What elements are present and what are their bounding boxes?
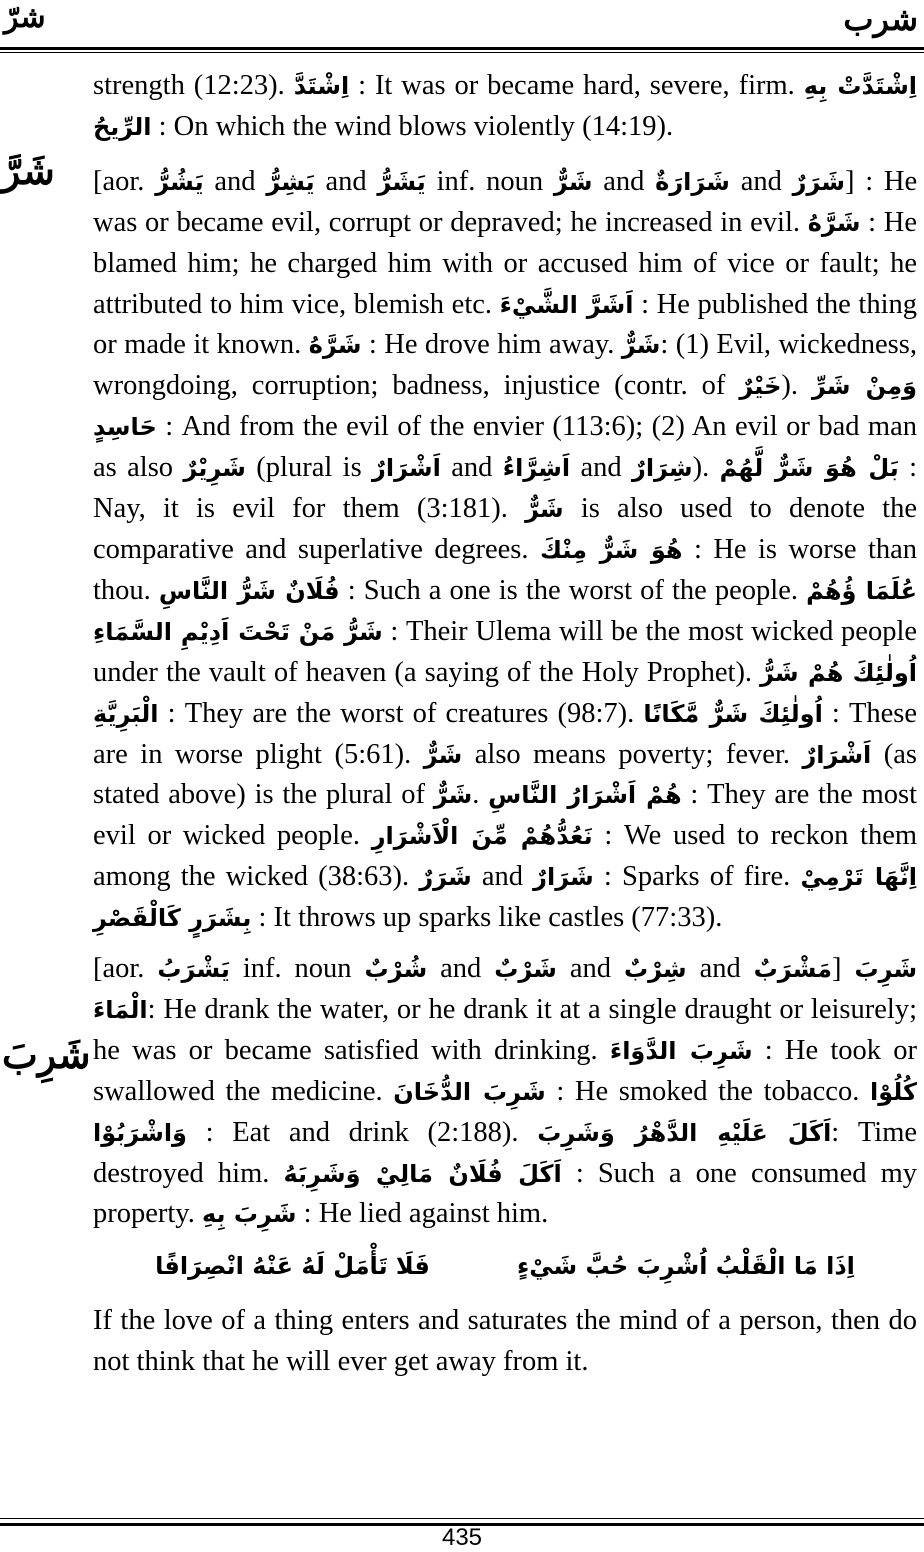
arabic-term: شَرَارٌ xyxy=(533,863,594,892)
footer-rule-thin xyxy=(0,1518,924,1519)
text: inf. noun xyxy=(242,953,352,985)
dictionary-body xyxy=(93,66,917,1383)
text: inf. noun xyxy=(436,165,544,197)
text: and xyxy=(699,953,741,985)
entry-shariba xyxy=(93,949,917,1235)
text: : Sparks of fire. xyxy=(603,861,791,893)
poem-verse xyxy=(93,1239,917,1293)
text: : He is worse than thou. xyxy=(93,533,918,606)
text: : Time destroyed him. xyxy=(93,1116,918,1189)
arabic-term: اِشْتَدَّ xyxy=(293,72,350,100)
arabic-term: اَشْرَارٌ xyxy=(372,454,441,483)
text: [aor. xyxy=(93,165,145,197)
text: : He published the thing or made it known. xyxy=(93,288,917,361)
text: and xyxy=(740,165,782,197)
page-number: 435 xyxy=(441,1524,483,1551)
arabic-term: نَعُدُّهُمْ مِّنَ الْاَشْرَارِ xyxy=(371,822,593,851)
text: ] : He was or became evil, corrupt or depraved; he increased in evil. xyxy=(93,165,918,238)
arabic-term: كُلُوْا وَاشْرَبُوْا xyxy=(93,1077,918,1147)
arabic-term: يَشْرَبُ xyxy=(157,955,230,984)
arabic-term: اِنَّهَا تَرْمِيْ بِشَرَرٍ كَالْقَصْرِ xyxy=(93,863,918,933)
poem-translation: If the love of a thing enters and saturates the mind of a person, then do not think that he will ever get away from it. xyxy=(93,1305,917,1378)
text: and xyxy=(569,953,611,985)
poem-hemistich-second: فَلَا تَأْمَلْ لَهُ عَنْهُ انْصِرَافًا xyxy=(155,1252,430,1281)
margin-headword-sharr: شَرَّ xyxy=(2,151,55,193)
header-rule xyxy=(0,47,924,50)
poem-hemistich-first: اِذَا مَا الْقَلْبُ اُشْرِبَ حُبَّ شَيْءٍ xyxy=(517,1252,855,1281)
text: (plural is xyxy=(256,452,362,484)
text: and xyxy=(580,452,622,484)
arabic-term: اِشْتَدَّتْ بِهِ الرِّيحُ xyxy=(93,72,918,141)
text: : Such a one consumed my property. xyxy=(93,1157,918,1230)
arabic-term: شَرِبَ الْمَاءَ xyxy=(93,955,918,1024)
text: strength (12:23). xyxy=(93,70,285,101)
arabic-term: اُولٰئِكَ هُمْ شَرُّ الْبَرِيَّةِ xyxy=(93,658,917,728)
arabic-term: هُوَ شَرٌّ مِنْكَ xyxy=(539,535,683,564)
text: . xyxy=(472,779,480,811)
text: : He lied against him. xyxy=(303,1198,549,1230)
text: ). xyxy=(692,452,710,484)
text: and xyxy=(481,861,524,893)
arabic-term: شُرْبٌ xyxy=(364,955,428,984)
text: and xyxy=(603,165,645,197)
arabic-term: يَشِرُّ xyxy=(266,167,315,196)
arabic-term: شَرٌّ xyxy=(525,495,564,524)
header-left-word: شرّ xyxy=(4,1,46,34)
header-rule-thin xyxy=(0,52,924,53)
arabic-term: شَرٌّ xyxy=(423,740,463,769)
arabic-term: شِرْبٌ xyxy=(623,955,687,984)
entry-sharr xyxy=(93,162,917,939)
arabic-term: شَرِبَ الدُّخَانَ xyxy=(393,1077,546,1106)
arabic-term: شَرٌّ xyxy=(621,331,661,360)
entry-continuation xyxy=(93,66,917,148)
text: : They are the worst of creatures (98:7). xyxy=(167,697,635,729)
text: (as stated above) is the plural of xyxy=(93,738,917,811)
arabic-term: بَلْ هُوَ شَرٌّ لَّهُمْ xyxy=(719,454,899,483)
text: : On which the wind blows violently (14:19). xyxy=(158,110,674,142)
arabic-term: شَرَّهُ xyxy=(807,208,861,237)
arabic-term: وَمِنْ شَرِّ حَاسِدٍ xyxy=(93,372,918,442)
arabic-term: شَرَرٌ xyxy=(419,863,472,892)
text: : (1) Evil, wickedness, wrongdoing, corruption; badness, injustice (contr. of xyxy=(93,329,917,402)
arabic-term: خَيْرٌ xyxy=(739,372,782,401)
text: : He drank the water, or he drank it at a single draught or leisurely; he was or became satisfied with drinking. xyxy=(93,993,917,1066)
margin-headword-shariba: شَرِبَ xyxy=(2,1035,91,1077)
text: also means poverty; fever. xyxy=(474,738,790,770)
arabic-term: اَشِرَّاءُ xyxy=(502,454,571,483)
text: : Their Ulema will be the most wicked people under the vault of heaven (a saying of the Holy Prophet). xyxy=(93,615,918,688)
arabic-term: عُلَمَا ؤُهُمْ شَرُّ مَنْ تَحْتَ اَدِيْمِ السَّمَاءِ xyxy=(93,576,918,646)
arabic-term: هُمْ اَشْرَارُ النَّاسِ xyxy=(488,781,682,810)
arabic-term: شَرٌّ xyxy=(553,167,593,196)
text: ] xyxy=(832,953,842,985)
text: : And from the evil of the envier (113:6); (2) An evil or bad man as also xyxy=(93,411,917,484)
header-right-word: شرب xyxy=(843,1,918,37)
arabic-term: شِرَارٌ xyxy=(632,454,693,483)
text: : It was or became hard, severe, firm. xyxy=(358,70,795,101)
arabic-term: شَرَّهُ xyxy=(308,331,362,360)
text: is also used to denote the comparative and superlative degrees. xyxy=(93,493,917,565)
arabic-term: شَرِبَ بِهِ xyxy=(201,1200,297,1229)
text: ). xyxy=(781,370,799,402)
arabic-term: اَشْرَارٌ xyxy=(802,740,872,769)
arabic-term: اَكَلَ فُلَانٌ مَالِيْ وَشَرِبَهُ xyxy=(283,1159,562,1188)
arabic-term: فُلَانٌ شَرُّ النَّاسِ xyxy=(158,576,340,605)
text: and xyxy=(451,452,493,484)
arabic-term: اَشَرَّ الشَّيْءَ xyxy=(499,290,634,319)
text: : These are in worse plight (5:61). xyxy=(93,697,918,770)
arabic-term: شَرَرٌ xyxy=(792,167,845,196)
text: : It throws up sparks like castles (77:33). xyxy=(258,902,723,934)
text: : Nay, it is evil for them (3:181). xyxy=(93,452,918,525)
text: : He took or swallowed the medicine. xyxy=(93,1034,918,1107)
text: : They are the most evil or wicked people. xyxy=(93,779,918,852)
text: : We used to reckon them among the wicked (38:63). xyxy=(93,820,918,893)
arabic-term: شَرِبَ الدَّوَاءَ xyxy=(609,1036,753,1065)
text: : Eat and drink (2:188). xyxy=(205,1116,519,1148)
text: : He blamed him; he charged him with or accused him of vice or fault; he attributed to him vice, blemish etc. xyxy=(93,206,918,320)
arabic-term: شَرَارَةٌ xyxy=(655,167,730,196)
text: : Such a one is the worst of the people. xyxy=(347,574,798,606)
arabic-term: يَشَرُّ xyxy=(377,167,426,196)
text: : He drove him away. xyxy=(368,329,615,361)
text: and xyxy=(325,165,367,197)
arabic-term: شَرِيْرٌ xyxy=(183,454,246,483)
text: and xyxy=(214,165,256,197)
arabic-term: اَكَلَ عَلَيْهِ الدَّهْرُ وَشَرِبَ xyxy=(537,1118,832,1147)
text: and xyxy=(440,953,482,985)
text: : He smoked the tobacco. xyxy=(556,1075,860,1107)
arabic-term: شَرْبٌ xyxy=(494,955,557,984)
arabic-term: مَشْرَبٌ xyxy=(753,955,832,984)
text: [aor. xyxy=(93,953,145,985)
arabic-term: اُولٰئِكَ شَرٌّ مَّكَانًا xyxy=(643,699,823,728)
arabic-term: يَشُرُّ xyxy=(155,167,204,196)
arabic-term: شَرٌّ xyxy=(433,781,473,810)
